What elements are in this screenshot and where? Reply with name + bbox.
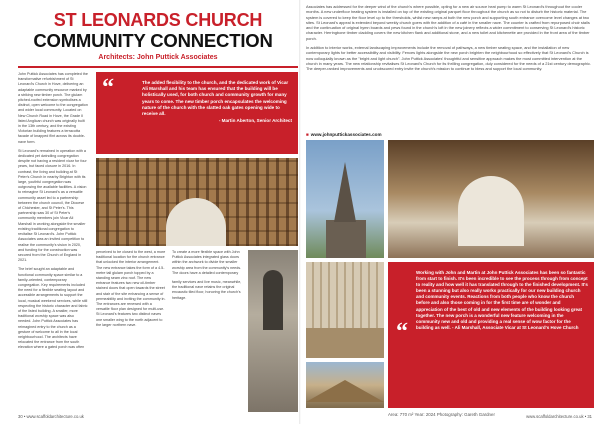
right-page-footer: www.scaffoldarchitecture.co.uk • 31: [526, 414, 592, 419]
title-divider: [18, 66, 298, 68]
photo-timber-porch: [306, 362, 384, 408]
title-line-1: ST LEONARDS CHURCH: [53, 10, 263, 30]
quote-mark-icon: “: [396, 319, 408, 345]
pull-quote-left-text: [142, 80, 292, 124]
pull-quote-left-attribution: - Martin Aberton, Senior Architect: [218, 118, 292, 124]
title-line-2: COMMUNITY CONNECTION: [33, 30, 273, 51]
architect-byline: Architects: John Puttick Associates: [98, 54, 218, 61]
col1-paragraph-2: St Leonard's remained in operation with a dedicated yet dwindling congregation despite not having a resident vicar for four years, but faced closure in 2016. In contrast, the living and building at St Peter's Church in nearby Brighton with its large, youthful congregation was outgrowing the available facilities. A vision to reimagine St Leonard's as a versatile community asset led to a partnership between the church council, the Diocese of Chichester, and St Peter's. This partnership saw 30 of St Peter's community members join Vicar Ali Marshall in working alongside the smaller existing traditional congregation to revitalise St Leonard's. John Puttick Associates was an invited competition to realise the community's vision in 2020, and funding for the construction was secured from the Church of England in 2021.: [18, 148, 87, 263]
page-gutter: [299, 0, 301, 424]
photo-hall-interior: [306, 262, 384, 358]
quote-mark-icon: “: [102, 75, 114, 101]
photo-stone-arch: [248, 250, 298, 412]
left-page-footer: 30 • www.scaffoldarchitecture.co.uk: [18, 414, 84, 419]
pull-quote-right-attribution: - Ali Marshall, Associate Vicar at St Leonard's Hove Church: [452, 324, 579, 330]
photo-timber-roof-interior: [96, 158, 298, 246]
right-paragraph-1: Associates has addressed for the deeper wind of the church's where possible, opting for a new air source heat pump to warm St Leonard's throughout the cooler months. A new underfloor heating system is installed on top of the existing original parquet floor throughout the church as so not to disturb the historic material. The system is covered to keep the floor level up to the thresholds, whilst new ramps at both the new porch and supporting south entrance overcome level changes at two sites. St Leonard's appeal is extended beyond weekly church goers with the addition of a café in the smaller nave. The counter is crafted from repurposed choir stalls and the continuation of original hymn boards and pews found in the church's loft in the new joinery reflects a wider commitment to conserving St Leonard's historic character. Herringbone timber cladding covers the new kitchen flank and additional stone, and a new toilet and kitchenette are provided in the front area of the timber porch.: [306, 4, 590, 41]
body-column-2: [96, 250, 166, 412]
col1-paragraph-3: The brief sought an adaptable and functional community space similar to a family-oriented, contemporary congregation. Key requirements included the need for a flexible seating layout and accessible arrangements to support the local, musical weekend services, while still respecting the historic character and fabric of the listed building. A smaller, more traditional worship space was also needed. John Puttick Associates has reimagined entry to the church as a gesture of welcome to all in the local neighbourhood. The architects have relocated the entrance from the south elevation where a gated porch was often: [18, 267, 88, 350]
pull-quote-right: [388, 262, 594, 408]
photo-nave-interior: [388, 140, 594, 258]
right-body-text: [306, 4, 592, 76]
body-column-3: [172, 250, 242, 412]
website-link[interactable]: ■ www.johnputtickassociates.com: [306, 132, 382, 137]
col2-paragraph-1: perceived to be closed to the west, a more traditional location for the church entrance that unlocked the interior arrangement. The new entrance takes the form of a 4.5-metre tall glulam porch topped by a standing seam zinc roof. The new entrance features two new oil-timber stained doors that open towards the street and stair of the site enhancing a sense of permeability and inviting the community in. The entrances are renewed with a versatile floor plan designed for multi-use. St Leonard's features two distinct naves one smaller wing to the north adjacent to the larger northern nave.: [96, 250, 166, 327]
body-column-1: [18, 72, 88, 412]
right-paragraph-2: In addition to interior works, external landscaping improvements include the removal of pathways, a new timber seating space, and the installation of new contemporary lights for better accessibility and visibility. Fences lights alongside the new porch brighten the neighbourhood so effectively that St Leonard's Church is now colloquially known as the "bright and light church". John Puttick Associates' thoughtful and sensitive approach makes the most committed intervention at the church in many years. The new relationship revitalises St Leonard's Church for its thrilling congregation, duly considered for the needs of a 21st century demographic. The deeper-ranked improvements and unobscured entry invite the church's mission to continue to bless and support the local community.: [306, 45, 592, 72]
col3-paragraph-2: family services and live music, meanwhile, the traditional nave retains the original encaustic tiled floor, honoring the church's heritage.: [172, 280, 242, 300]
col3-paragraph-1: To create a more flexible space with John Puttick Associates integrated glass doors within the archwork to divide the smaller worship area from the community's needs. The doors have a detailed contemporary: [172, 250, 242, 275]
pull-quote-right-text: [416, 270, 588, 331]
church-nave-shape: [326, 220, 366, 258]
pull-quote-left: [96, 72, 298, 154]
pull-quote-left-body: The added flexibility to the church, and the dedicated work of Vicar Ali Marshall and his team has ensured that the building will be holistically used, for both church and community growth for many years to come. The new timber porch encapsulates the welcoming nature of the church with the slatted oak gates opening wide to receive all.: [142, 80, 289, 117]
pull-quote-right-body: Working with John and Martin at John Puttick Associates has been so fantastic from start to finish. It's been incredible to see the process through from concept to reality and how well it has translated through to the finished development. It's been a stunning but also really works practically for our new building church and community events. Reactions from both people who know the church before and also those coming in for the first time are of wonder and appreciation of the best of old and new elements of the building looking great together. The new porch is a wonderful new feature welcoming in the community new and old and providing a real sense of wow factor for the building as well.: [416, 270, 588, 330]
photo-church-exterior: [306, 140, 384, 258]
col1-paragraph-1: John Puttick Associates has completed the transformative refurbishment of St Leonard's Church in Hove, delivering an adaptable community resource marked by a striking new timber porch. The glulam pitched-roofed extension symbolises a distinct, open welcome to the congregation and wider local community. Located on New Church Road in Hove, the Grade II listed Anglican church was originally built in the 13th century, and the existing Victorian building features a terracotta facade of knapped flint across its double-nave form.: [18, 72, 88, 144]
photo-credit-caption: Area: 770 m² Year: 2024 Photography: Gareth Gardner: [388, 412, 495, 417]
